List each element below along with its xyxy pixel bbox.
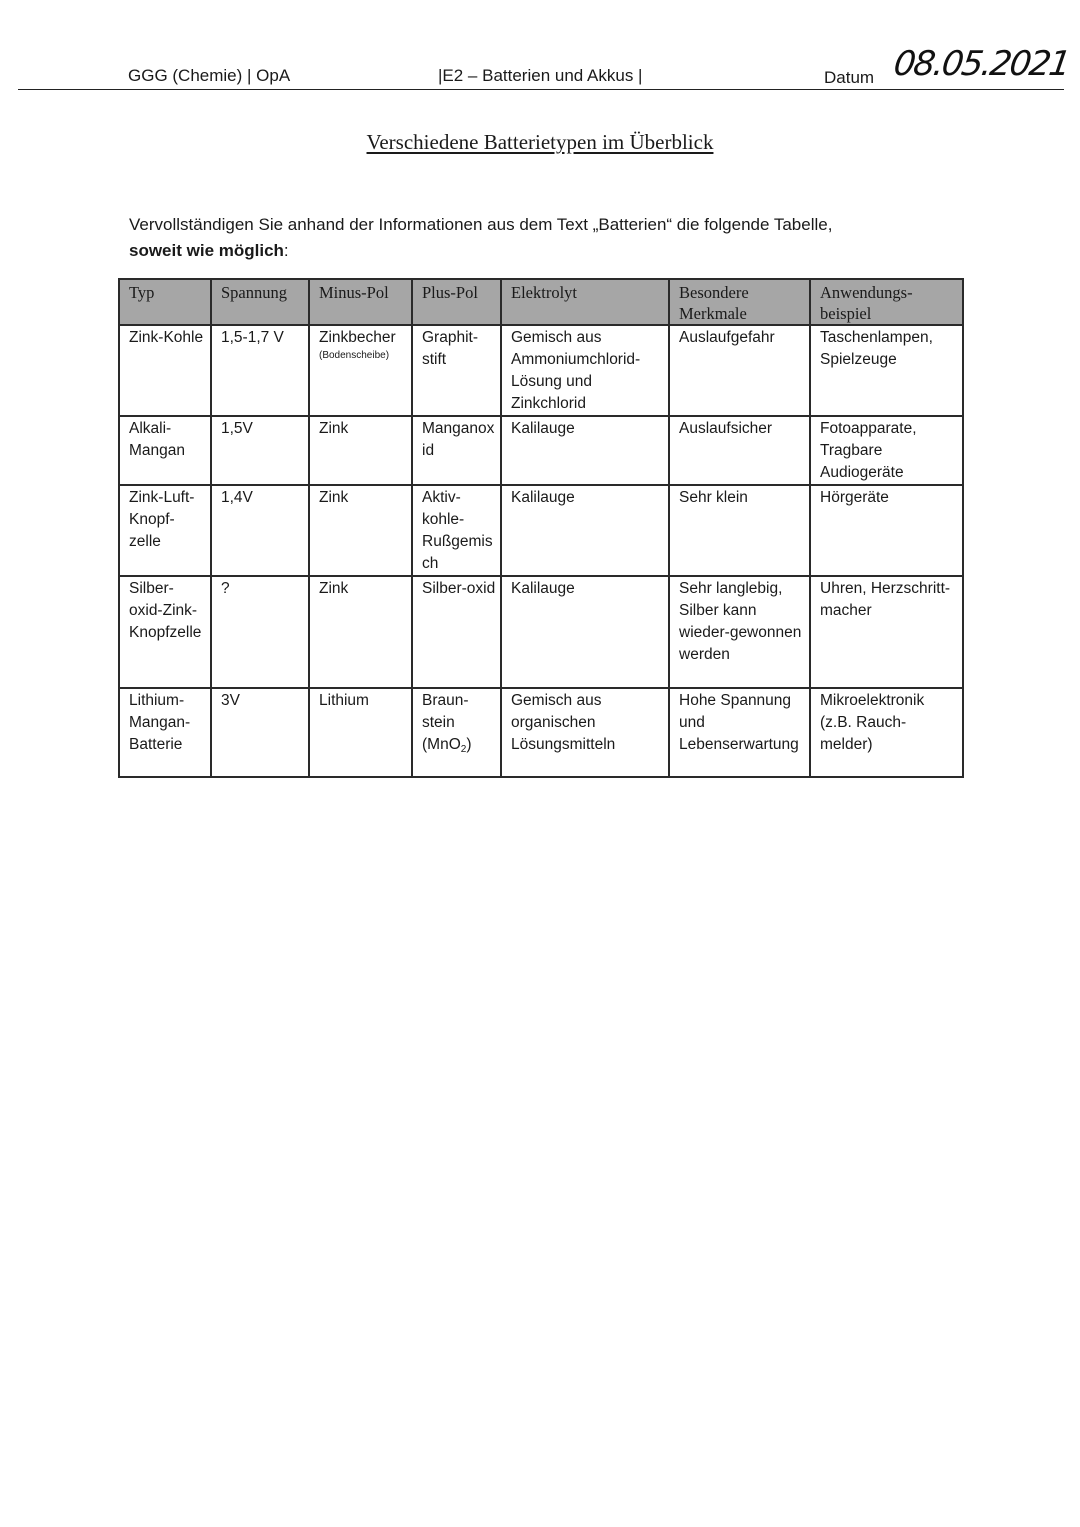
cell-merkmale: Sehr langlebig, Silber kann wieder-gewonnen werden xyxy=(669,576,810,688)
header-elektrolyt: Elektrolyt xyxy=(501,279,669,325)
unit-label: |E2 – Batterien und Akkus | xyxy=(438,66,643,85)
cell-anwendung: Mikroelektronik (z.B. Rauch-melder) xyxy=(810,688,963,777)
instruction-main: Vervollständigen Sie anhand der Informationen aus dem Text „Batterien“ die folgende Tabelle, xyxy=(129,215,833,234)
cell-elektrolyt: Kalilauge xyxy=(501,576,669,688)
cell-minus-pol: Zink xyxy=(309,576,412,688)
page-header xyxy=(0,0,1080,92)
table-row xyxy=(119,416,963,485)
table-row xyxy=(119,688,963,777)
cell-typ: Zink-Luft-Knopf-zelle xyxy=(119,485,211,576)
cell-spannung: 3V xyxy=(211,688,309,777)
table-row xyxy=(119,325,963,416)
cell-minus-pol: Lithium xyxy=(309,688,412,777)
instruction-emphasis: soweit wie möglich xyxy=(129,241,284,260)
header-spannung: Spannung xyxy=(211,279,309,325)
date-label: Datum xyxy=(824,68,875,87)
header-anwendung-line1: Anwendungs- xyxy=(820,283,913,302)
cell-elektrolyt: Kalilauge xyxy=(501,416,669,485)
cell-plus-pol: Graphit-stift xyxy=(412,325,501,416)
cell-typ: Silber-oxid-Zink-Knopfzelle xyxy=(119,576,211,688)
cell-minus-pol: Zink xyxy=(309,416,412,485)
course-label: GGG (Chemie) | OpA xyxy=(128,66,291,85)
cell-minus-pol-note: (Bodenscheibe) xyxy=(319,350,390,361)
cell-elektrolyt: Gemisch aus Ammoniumchlorid-Lösung und Zinkchlorid xyxy=(501,325,669,416)
table-row xyxy=(119,576,963,688)
cell-merkmale: Auslaufgefahr xyxy=(669,325,810,416)
cell-spannung: ? xyxy=(211,576,309,688)
cell-plus-pol-end: ) xyxy=(466,736,472,753)
cell-anwendung: Fotoapparate, Tragbare Audiogeräte xyxy=(810,416,963,485)
cell-minus-pol xyxy=(309,325,412,416)
cell-spannung: 1,5V xyxy=(211,416,309,485)
cell-merkmale: Auslaufsicher xyxy=(669,416,810,485)
header-minus-pol: Minus-Pol xyxy=(309,279,412,325)
cell-spannung: 1,4V xyxy=(211,485,309,576)
cell-elektrolyt: Kalilauge xyxy=(501,485,669,576)
instruction-text xyxy=(129,212,949,264)
header-anwendung-line2: beispiel xyxy=(820,304,872,323)
header-merkmale xyxy=(669,279,810,325)
header-typ: Typ xyxy=(119,279,211,325)
cell-merkmale: Sehr klein xyxy=(669,485,810,576)
cell-typ: Zink-Kohle xyxy=(119,325,211,416)
cell-merkmale: Hohe Spannung und Lebenserwartung xyxy=(669,688,810,777)
cell-plus-pol: Aktiv-kohle-Rußgemisch xyxy=(412,485,501,576)
header-merkmale-line2: Merkmale xyxy=(679,304,747,323)
cell-minus-pol-main: Zinkbecher xyxy=(319,329,396,346)
handwritten-date: 08.05.2021 xyxy=(891,44,1072,84)
cell-anwendung: Uhren, Herzschritt-macher xyxy=(810,576,963,688)
cell-plus-pol: Silber-oxid xyxy=(412,576,501,688)
cell-typ: Lithium-Mangan-Batterie xyxy=(119,688,211,777)
cell-plus-pol-main: Braun-stein (MnO xyxy=(422,692,469,753)
battery-types-table xyxy=(118,278,964,778)
cell-spannung: 1,5-1,7 V xyxy=(211,325,309,416)
cell-plus-pol xyxy=(412,688,501,777)
page-title: Verschiedene Batterietypen im Überblick xyxy=(366,130,714,154)
cell-typ: Alkali-Mangan xyxy=(119,416,211,485)
instruction-suffix: : xyxy=(283,241,289,260)
header-plus-pol: Plus-Pol xyxy=(412,279,501,325)
cell-anwendung: Hörgeräte xyxy=(810,485,963,576)
cell-minus-pol: Zink xyxy=(309,485,412,576)
header-anwendung xyxy=(810,279,963,325)
header-merkmale-line1: Besondere xyxy=(679,283,749,302)
cell-anwendung: Taschenlampen, Spielzeuge xyxy=(810,325,963,416)
cell-plus-pol-subscript: 2 xyxy=(460,744,467,755)
header-divider xyxy=(18,89,1064,90)
cell-elektrolyt: Gemisch aus organischen Lösungsmitteln xyxy=(501,688,669,777)
table-row xyxy=(119,485,963,576)
cell-plus-pol: Manganoxid xyxy=(412,416,501,485)
table-header-row xyxy=(119,279,963,325)
